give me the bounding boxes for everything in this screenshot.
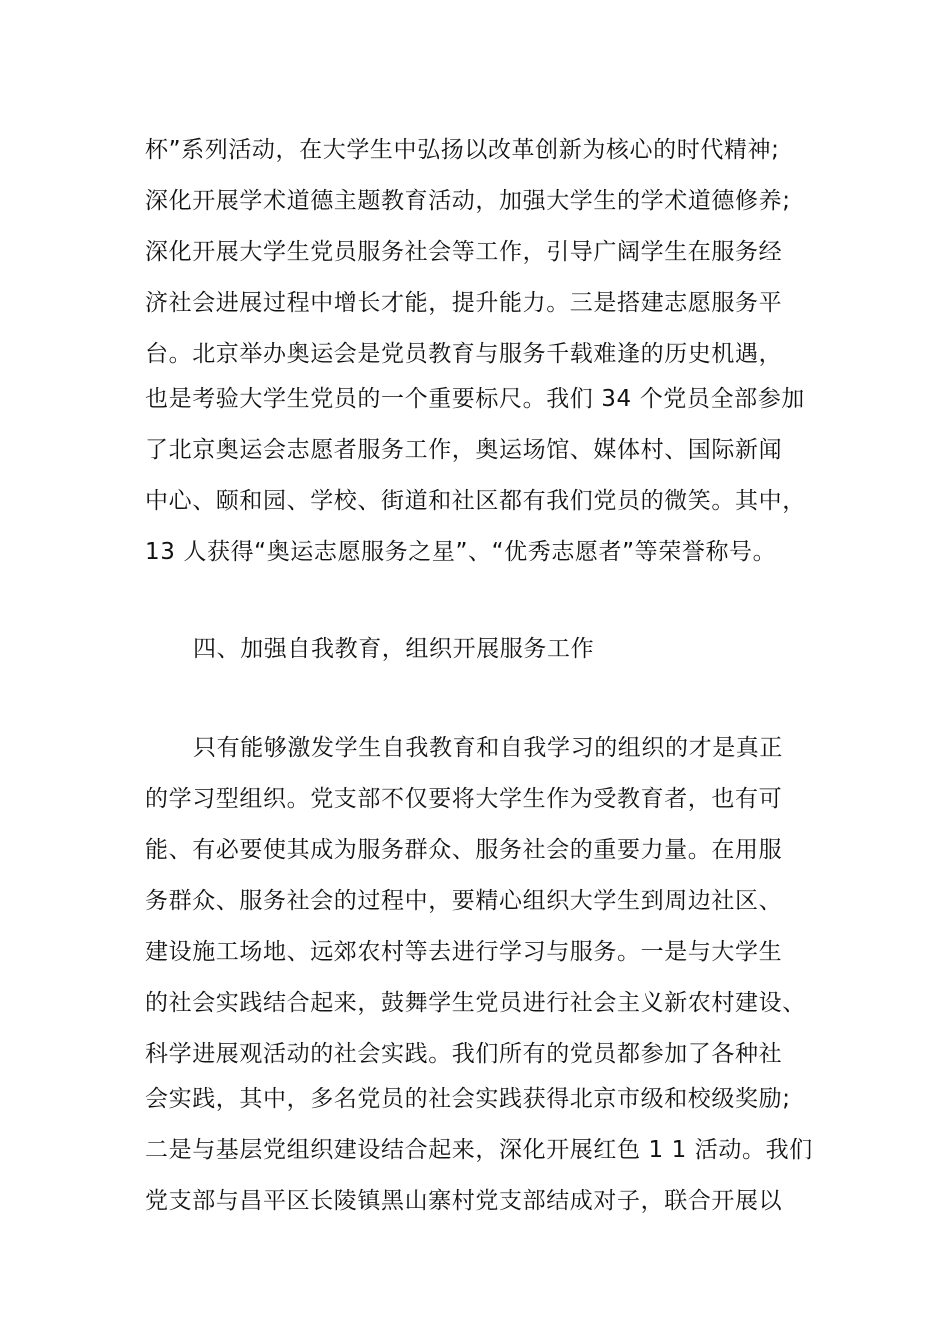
- text-line: 中心、颐和园、学校、街道和社区都有我们党员的微笑。其中，: [145, 488, 806, 514]
- text-line: 的学习型组织。党支部不仅要将大学生作为受教育者，也有可: [145, 786, 783, 812]
- text-line: 二是与基层党组织建设结合起来，深化开展红色 1 1 活动。我们: [145, 1137, 813, 1163]
- text-line: 13 人获得“奥运志愿服务之星”、“优秀志愿者”等荣誉称号。: [145, 539, 777, 565]
- text-line: 务群众、服务社会的过程中，要精心组织大学生到周边社区、: [145, 888, 783, 914]
- text-line: 也是考验大学生党员的一个重要标尺。我们 34 个党员全部参加: [145, 386, 805, 412]
- text-line: 台。北京举办奥运会是党员教育与服务千载难逢的历史机遇，: [145, 341, 783, 367]
- section-heading: 四、加强自我教育，组织开展服务工作: [193, 636, 595, 662]
- text-line: 能、有必要使其成为服务群众、服务社会的重要力量。在用服: [145, 837, 783, 863]
- text-line: 只有能够激发学生自我教育和自我学习的组织的才是真正: [193, 735, 783, 761]
- text-line: 深化开展大学生党员服务社会等工作，引导广阔学生在服务经: [145, 239, 783, 265]
- text-line: 党支部与昌平区长陵镇黑山寨村党支部结成对子，联合开展以: [145, 1188, 783, 1214]
- text-line: 建设施工场地、远郊农村等去进行学习与服务。一是与大学生: [145, 939, 783, 965]
- text-line: 济社会进展过程中增长才能，提升能力。三是搭建志愿服务平: [145, 290, 783, 316]
- text-line: 深化开展学术道德主题教育活动，加强大学生的学术道德修养;: [145, 188, 791, 214]
- text-line: 了北京奥运会志愿者服务工作，奥运场馆、媒体村、国际新闻: [145, 437, 783, 463]
- text-line: 会实践，其中，多名党员的社会实践获得北京市级和校级奖励;: [145, 1086, 791, 1112]
- text-line: 杯”系列活动，在大学生中弘扬以改革创新为核心的时代精神;: [145, 137, 780, 163]
- text-line: 科学进展观活动的社会实践。我们所有的党员都参加了各种社: [145, 1041, 783, 1067]
- text-line: 的社会实践结合起来，鼓舞学生党员进行社会主义新农村建设、: [145, 990, 806, 1016]
